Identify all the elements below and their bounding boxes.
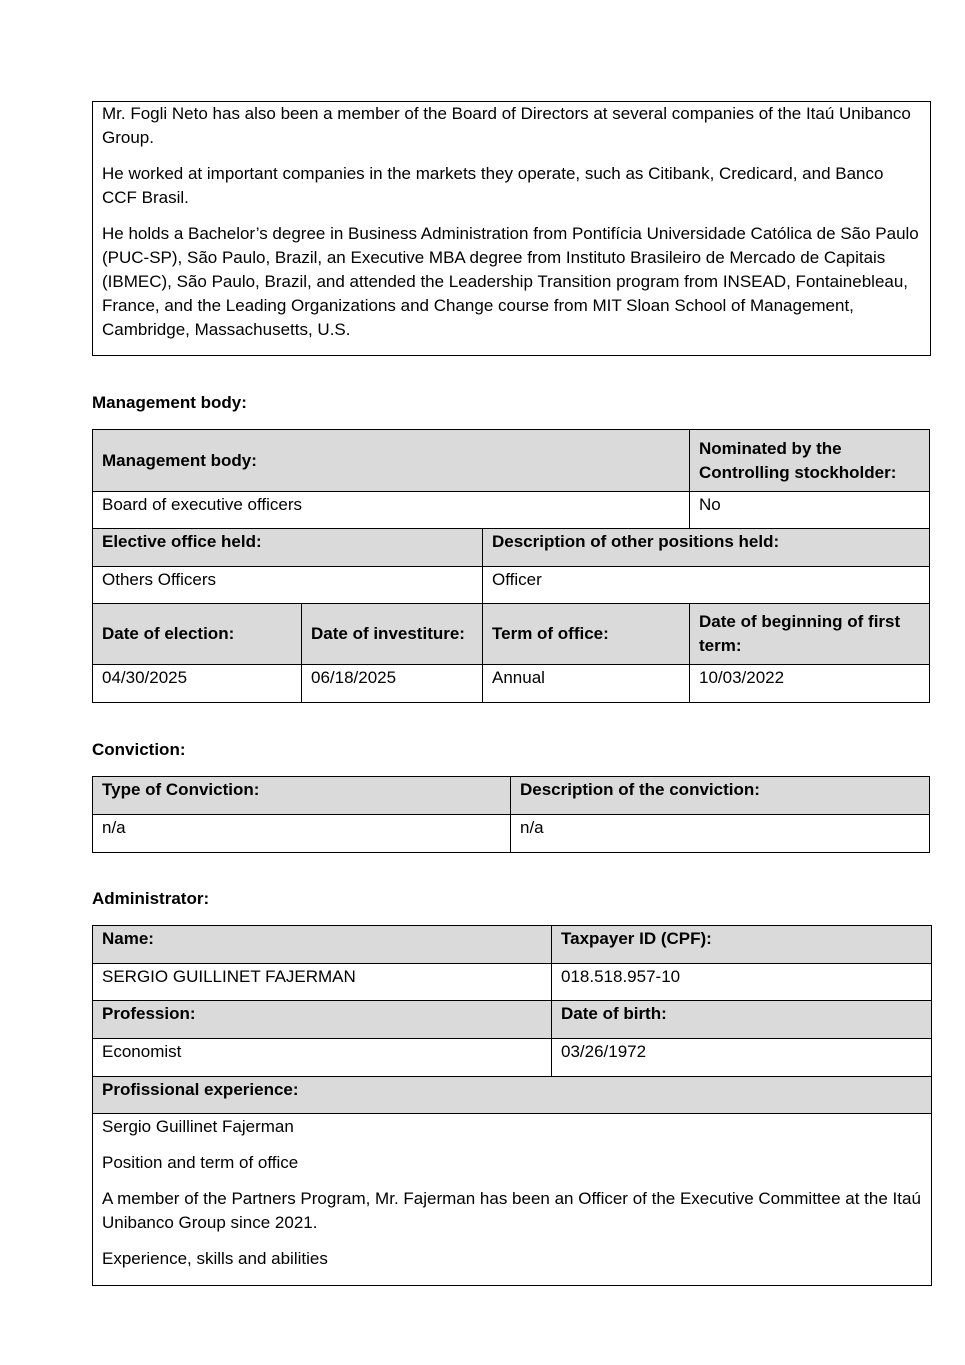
other-positions-value: Officer: [483, 567, 930, 604]
administrator-table: [92, 925, 932, 1286]
experience-text: [93, 1114, 932, 1286]
birth-date-value: 03/26/1972: [552, 1039, 932, 1077]
conviction-table: [92, 776, 930, 853]
investiture-date-value: 06/18/2025: [302, 665, 483, 703]
experience-paragraph: Sergio Guillinet Fajerman: [102, 1117, 294, 1136]
nominated-label: Nominated by the Controlling stockholder:: [690, 430, 930, 492]
conviction-description-label: Description of the conviction:: [511, 777, 930, 815]
birth-date-label: Date of birth:: [552, 1001, 932, 1039]
name-value: SERGIO GUILLINET FAJERMAN: [93, 964, 552, 1001]
other-positions-label: Description of other positions held:: [483, 529, 930, 567]
conviction-type-value: n/a: [93, 815, 511, 853]
first-term-value: 10/03/2022: [690, 665, 930, 703]
term-label: Term of office:: [483, 604, 690, 665]
experience-paragraph: Experience, skills and abilities: [102, 1249, 328, 1268]
first-term-label: Date of beginning of first term:: [690, 604, 930, 665]
cpf-label: Taxpayer ID (CPF):: [552, 926, 932, 964]
term-value: Annual: [483, 665, 690, 703]
investiture-date-label: Date of investiture:: [302, 604, 483, 665]
intro-paragraph: He holds a Bachelor’s degree in Business Administration from Pontifícia Universidade Católica de São Paulo (PUC-SP), São Paulo, Brazil, an Executive MBA degree from Instituto Brasileiro de Mercado de Capitais (IBMEC), São Paulo, Brazil, and attended the Leadership Transition program from INSEAD, Fontainebleau, France, and the Leading Organizations and Change course from MIT Sloan School of Management, Cambridge, Massachusetts, U.S.: [102, 224, 919, 339]
experience-paragraph: Position and term of office: [102, 1153, 299, 1172]
management-body-value: Board of executive officers: [93, 492, 690, 529]
conviction-heading: Conviction:: [92, 740, 186, 759]
profession-value: Economist: [93, 1039, 552, 1077]
management-table: [92, 429, 930, 703]
intro-box: [92, 101, 931, 356]
cpf-value: 018.518.957-10: [552, 964, 932, 1001]
name-label: Name:: [93, 926, 552, 964]
nominated-value: No: [690, 492, 930, 529]
profession-label: Profession:: [93, 1001, 552, 1039]
intro-paragraph: Mr. Fogli Neto has also been a member of the Board of Directors at several companies of the Itaú Unibanco Group.: [102, 104, 911, 147]
experience-paragraph: A member of the Partners Program, Mr. Fajerman has been an Officer of the Executive Committee at the Itaú Unibanco Group since 2021.: [102, 1189, 921, 1232]
conviction-description-value: n/a: [511, 815, 930, 853]
management-heading: Management body:: [92, 393, 247, 412]
elective-office-label: Elective office held:: [93, 529, 483, 567]
election-date-label: Date of election:: [93, 604, 302, 665]
experience-label: Profissional experience:: [93, 1077, 932, 1114]
elective-office-value: Others Officers: [93, 567, 483, 604]
intro-paragraph: He worked at important companies in the markets they operate, such as Citibank, Credicard, and Banco CCF Brasil.: [102, 164, 884, 207]
conviction-type-label: Type of Conviction:: [93, 777, 511, 815]
management-body-label: Management body:: [93, 430, 690, 492]
election-date-value: 04/30/2025: [93, 665, 302, 703]
administrator-heading: Administrator:: [92, 889, 210, 908]
